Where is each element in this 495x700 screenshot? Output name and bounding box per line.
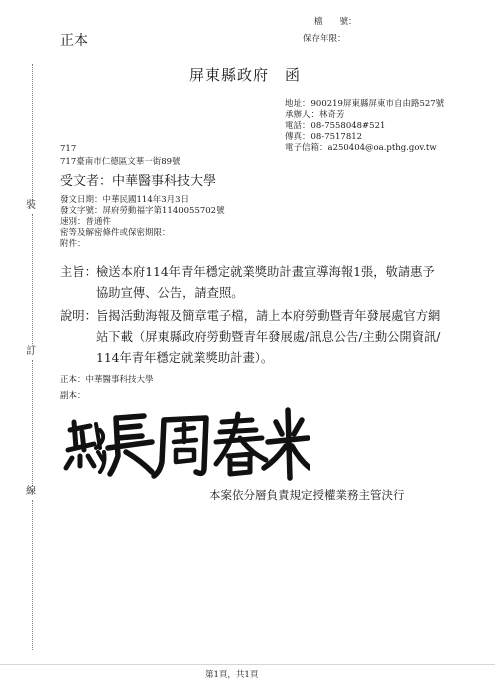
attachments: 附件： — [60, 239, 86, 249]
binding-line-low — [32, 360, 33, 486]
subject-text: 檢送本府114年青年穩定就業獎助計畫宣導海報1張，敬請惠予協助宣傳、公告，請查照。 — [96, 265, 435, 300]
recipient-postal-code: 717 — [60, 144, 77, 154]
page-number: 第1頁，共1頁 — [205, 670, 259, 680]
sender-handler: 承辦人：林奇芳 — [285, 110, 345, 120]
signature-image — [60, 402, 310, 482]
footer-divider — [0, 664, 495, 665]
description-text: 旨揭活動海報及簡章電子檔，請上本府勞動暨青年發展處官方網站下載（屏東縣政府勞動暨青年發展處/訊息公告/主動公開資訊/114年青年穩定就業獎助計畫）。 — [96, 309, 441, 365]
secrecy-level: 密等及解密條件或保密期限： — [60, 228, 171, 238]
issue-date: 發文日期：中華民國114年3月3日 — [60, 195, 190, 205]
recipient-name: 受文者：中華醫事科技大學 — [60, 174, 217, 189]
delivery-speed: 速別：普通件 — [60, 217, 112, 227]
document-title: 屏東縣政府 函 — [189, 66, 302, 84]
copy-type-label: 正本 — [60, 33, 88, 49]
document-meta — [60, 195, 225, 250]
document-number: 發文字號：屏府勞動福字第1140055702號 — [60, 206, 225, 216]
archive-number-label: 檔 號： — [314, 17, 357, 27]
delegation-note: 本案依分層負責規定授權業務主管決行 — [209, 488, 405, 502]
recipient-address: 717臺南市仁德區文華一街89號 — [60, 157, 181, 167]
sender-fax: 傳真：08-7517812 — [285, 132, 363, 142]
sender-address: 地址：900219屏東縣屏東市自由路527號 — [285, 99, 445, 109]
subject-label: 主旨： — [60, 265, 97, 279]
binding-mark-xian: 線 — [26, 486, 36, 497]
binding-mark-ding: 訂 — [26, 346, 36, 357]
sender-email: 電子信箱：a250404@oa.pthg.gov.tw — [285, 143, 437, 153]
binding-line-bottom — [32, 500, 33, 650]
retention-period-label: 保存年限： — [303, 34, 346, 44]
binding-line-top — [32, 64, 33, 200]
sender-phone: 電話：08-7558048#521 — [285, 121, 386, 131]
binding-mark-zhuang: 裝 — [26, 200, 36, 211]
distribution-copy: 副本： — [60, 391, 86, 401]
sender-info — [285, 99, 444, 154]
description-label: 說明： — [60, 309, 97, 323]
binding-line-mid — [32, 214, 33, 346]
distribution-main: 正本：中華醫事科技大學 — [60, 375, 154, 385]
